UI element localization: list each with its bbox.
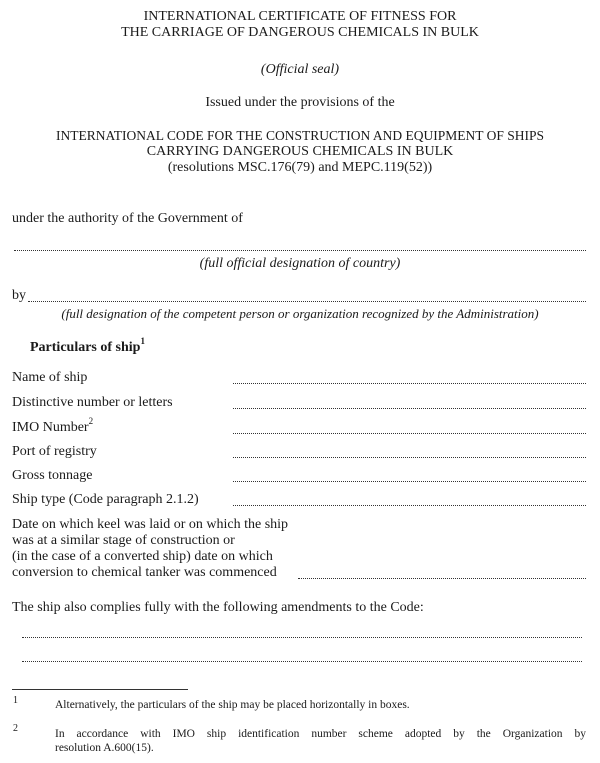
- field-distinctive-number: Distinctive number or letters: [12, 395, 173, 410]
- footnote-2-number: 2: [13, 723, 18, 734]
- keel-line-2: was at a similar stage of construction or: [12, 533, 235, 548]
- amendments-label: The ship also complies fully with the following amendments to the Code:: [12, 600, 424, 615]
- particulars-heading: Particulars of ship$^1$: [30, 336, 145, 355]
- keel-line-3: (in the case of a converted ship) date on which: [12, 549, 273, 564]
- gross-tonnage-dotted-line: [233, 481, 586, 482]
- ship-type-dotted-line: [233, 505, 586, 506]
- official-seal: (Official seal): [260, 62, 340, 77]
- title-line-2: THE CARRIAGE OF DANGEROUS CHEMICALS IN BULK: [121, 25, 479, 40]
- amendments-dotted-line-2: [22, 661, 582, 662]
- authority-label: under the authority of the Government of: [12, 211, 243, 226]
- field-port-of-registry: Port of registry: [12, 444, 97, 459]
- keel-date-dotted-line: [298, 578, 586, 579]
- organization-note: (full designation of the competent person or organization recognized by the Administration): [61, 306, 539, 321]
- field-ship-type: Ship type (Code paragraph 2.1.2): [12, 492, 199, 507]
- field-name-of-ship: Name of ship: [12, 370, 88, 385]
- distinctive-number-dotted-line: [233, 408, 586, 409]
- port-of-registry-dotted-line: [233, 457, 586, 458]
- title-line-1: INTERNATIONAL CERTIFICATE OF FITNESS FOR: [143, 9, 457, 24]
- footnote-separator: [12, 689, 188, 690]
- country-note: (full official designation of country): [199, 256, 401, 271]
- footnote-2-text-line-1: In accordance with IMO ship identification number scheme adopted by the Organization by: [55, 728, 586, 740]
- name-of-ship-dotted-line: [233, 383, 586, 384]
- country-dotted-line: [14, 250, 586, 251]
- code-line-3: (resolutions MSC.176(79) and MEPC.119(52)): [167, 160, 433, 175]
- imo-number-dotted-line: [233, 433, 586, 434]
- footnote-1-text: Alternatively, the particulars of the ship may be placed horizontally in boxes.: [55, 699, 410, 711]
- footnote-1-number: 1: [13, 695, 18, 706]
- code-line-1: INTERNATIONAL CODE FOR THE CONSTRUCTION AND EQUIPMENT OF SHIPS: [55, 128, 545, 143]
- keel-line-4: conversion to chemical tanker was commenced: [12, 565, 277, 580]
- issued-under: Issued under the provisions of the: [205, 95, 395, 110]
- code-line-2: CARRYING DANGEROUS CHEMICALS IN BULK: [146, 144, 454, 159]
- footnote-2-text-line-2: resolution A.600(15).: [55, 742, 154, 754]
- amendments-dotted-line-1: [22, 637, 582, 638]
- field-imo-number: IMO Number$^2$: [12, 416, 94, 435]
- keel-line-1: Date on which keel was laid or on which the ship: [12, 517, 289, 532]
- field-gross-tonnage: Gross tonnage: [12, 468, 93, 483]
- by-label: by: [12, 288, 26, 303]
- organization-dotted-line: [28, 301, 586, 302]
